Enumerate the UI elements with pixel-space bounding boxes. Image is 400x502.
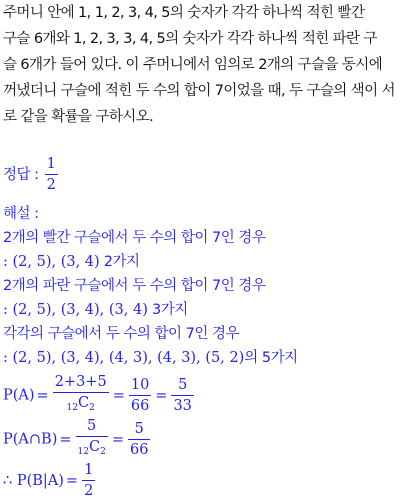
answer-label: 정답 : [3,167,39,183]
each-case-title: 각각의 구슬에서 두 수의 합이 7인 경우 [3,326,239,342]
answer-line [3,156,60,194]
pab-fraction: $\frac{5}{_{12}C_2}$ [77,418,106,457]
answer-numerator: 1 [45,156,58,175]
each-case-pairs: : (2, 5), (3, 4), (4, 3), (4, 3), (5, 2)의 5가지 [3,350,298,366]
final-fraction: $\frac{1}{2}$ [84,462,94,499]
blue-case-pairs: : (2, 5), (3, 4), (3, 4) 3가지 [3,302,188,318]
answer-fraction [45,156,58,194]
red-case-title: 2개의 빨간 구슬에서 두 수의 합이 7인 경우 [3,230,266,246]
pab-equation: P(A∩B) = $\frac{5}{_{12}C_2}$ = $\frac{5}{66}$ [3,418,152,461]
final-equation: ∴ P(B|A) = $\frac{1}{2}$ [3,462,94,499]
pa-fraction: $\frac{2+3+5}{_{12}C_2}$ [54,374,107,413]
pa-equation: P(A) = $\frac{2+3+5}{_{12}C_2}$ = $\frac{10}{66}$ = $\frac{5}{33}$ [3,374,196,417]
red-case-pairs: : (2, 5), (3, 4) 2가지 [3,254,140,270]
answer-denominator: 2 [46,177,56,193]
question-line-2: 구슬 6개와 1, 2, 3, 3, 4, 5의 숫자가 각각 하나씩 적힌 파란 구 [3,31,377,47]
question-line-1: 주머니 안에 1, 1, 2, 3, 4, 5의 숫자가 각각 하나씩 적힌 빨간 [3,5,365,21]
blue-case-title: 2개의 파란 구슬에서 두 수의 합이 7인 경우 [3,278,266,294]
solution-label: 해설 : [3,206,39,222]
question-line-5: 로 같을 확률을 구하시오. [3,109,154,125]
question-line-3: 슬 6개가 들어 있다. 이 주머니에서 임의로 2개의 구슬을 동시에 [3,57,383,73]
question-line-4: 꺼냈더니 구슬에 적힌 두 수의 합이 7이었을 때, 두 구슬의 색이 서 [3,83,395,99]
